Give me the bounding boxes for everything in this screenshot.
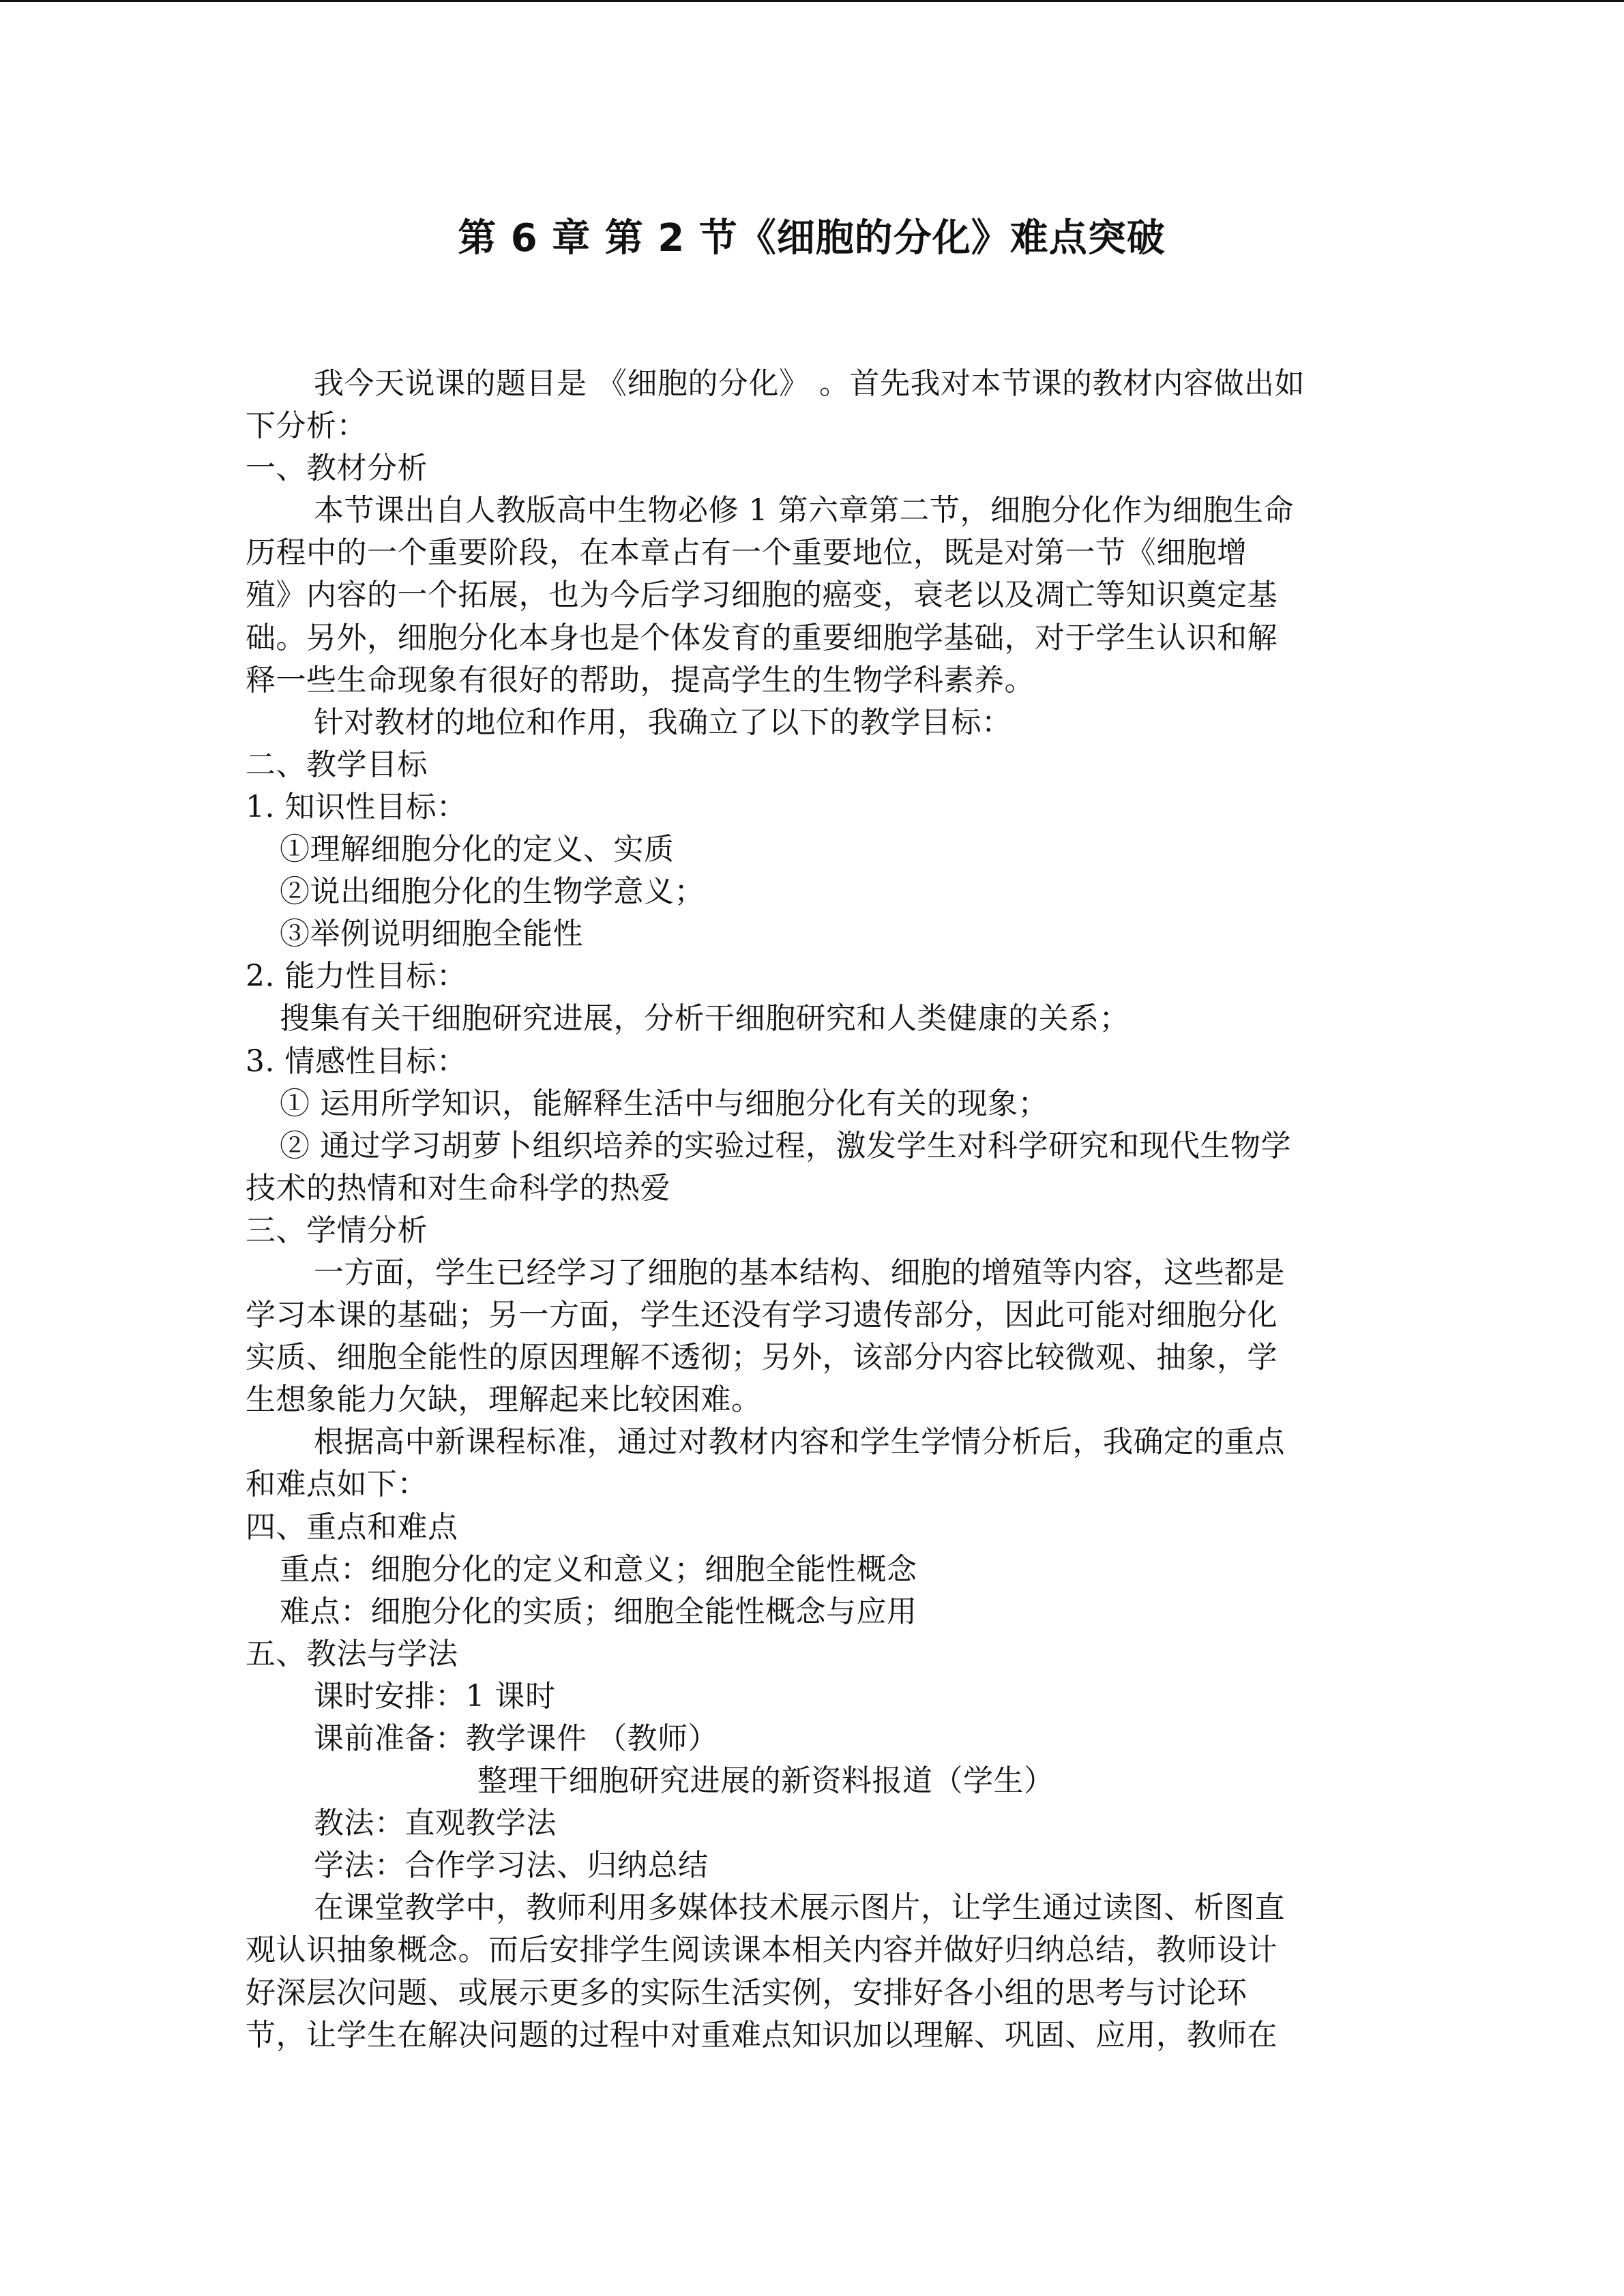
paragraph-line: 学习本课的基础；另一方面，学生还没有学习遗传部分，因此可能对细胞分化 xyxy=(246,1298,1278,1333)
paragraph-line: 础。另外，细胞分化本身也是个体发育的重要细胞学基础，对于学生认识和解 xyxy=(246,620,1278,655)
paragraph-line: 和难点如下： xyxy=(246,1467,428,1502)
document-page xyxy=(246,0,1378,2296)
list-item: ② 通过学习胡萝卜组织培养的实验过程，激发学生对科学研究和现代生物学 xyxy=(280,1128,1291,1163)
document-title: 第 6 章 第 2 节《细胞的分化》难点突破 xyxy=(458,216,1166,260)
paragraph-line: 节，让学生在解决问题的过程中对重难点知识加以理解、巩固、应用，教师在 xyxy=(246,2017,1278,2053)
list-item: 难点：细胞分化的实质；细胞全能性概念与应用 xyxy=(280,1594,917,1629)
section-heading: 三、学情分析 xyxy=(246,1212,428,1248)
list-item: 搜集有关干细胞研究进展，分析干细胞研究和人类健康的关系； xyxy=(280,1001,1130,1037)
subsection-heading: 2. 能力性目标： xyxy=(246,959,467,994)
section-heading: 五、教法与学法 xyxy=(246,1636,458,1671)
paragraph-line: 教法：直观教学法 xyxy=(314,1806,557,1841)
paragraph-line: 本节课出自人教版高中生物必修 1 第六章第二节，细胞分化作为细胞生命 xyxy=(314,493,1294,528)
section-heading: 四、重点和难点 xyxy=(246,1509,458,1545)
paragraph-line: 观认识抽象概念。而后安排学生阅读课本相关内容并做好归纳总结，教师设计 xyxy=(246,1933,1278,1968)
paragraph-line: 课时安排：1 课时 xyxy=(314,1678,556,1714)
subsection-heading: 3. 情感性目标： xyxy=(246,1043,467,1079)
paragraph-line: 我今天说课的题目是 《细胞的分化》 。首先我对本节课的教材内容做出如 xyxy=(314,366,1305,401)
paragraph-line: 技术的热情和对生命科学的热爱 xyxy=(246,1170,670,1206)
document-body xyxy=(246,363,1378,2057)
paragraph-line: 整理干细胞研究进展的新资料报道（学生） xyxy=(477,1763,1054,1799)
paragraph-line: 历程中的一个重要阶段，在本章占有一个重要地位，既是对第一节《细胞增 xyxy=(246,535,1247,571)
paragraph-line: 实质、细胞全能性的原因理解不透彻；另外，该部分内容比较微观、抽象，学 xyxy=(246,1340,1278,1375)
list-item: 重点：细胞分化的定义和意义；细胞全能性概念 xyxy=(280,1551,917,1587)
paragraph-line: 好深层次问题、或展示更多的实际生活实例，安排好各小组的思考与讨论环 xyxy=(246,1975,1247,2010)
paragraph-line: 释一些生命现象有很好的帮助，提高学生的生物学科素养。 xyxy=(246,662,1035,698)
paragraph-line: 课前准备：教学课件 （教师） xyxy=(314,1721,718,1756)
list-item: ③举例说明细胞全能性 xyxy=(280,916,583,952)
list-item: ①理解细胞分化的定义、实质 xyxy=(280,832,675,867)
subsection-heading: 1. 知识性目标： xyxy=(246,789,467,824)
list-item: ① 运用所学知识，能解释生活中与细胞分化有关的现象； xyxy=(280,1086,1048,1121)
paragraph-line: 学法：合作学习法、归纳总结 xyxy=(314,1848,709,1883)
paragraph-line: 根据高中新课程标准，通过对教材内容和学生学情分析后，我确定的重点 xyxy=(314,1425,1285,1460)
paragraph-line: 在课堂教学中，教师利用多媒体技术展示图片，让学生通过读图、析图直 xyxy=(314,1890,1285,1926)
paragraph-line: 针对教材的地位和作用，我确立了以下的教学目标： xyxy=(314,704,1012,740)
paragraph-line: 生想象能力欠缺，理解起来比较困难。 xyxy=(246,1382,762,1418)
paragraph-line: 一方面，学生已经学习了细胞的基本结构、细胞的增殖等内容，这些都是 xyxy=(314,1255,1285,1290)
paragraph-line: 殖》内容的一个拓展，也为今后学习细胞的癌变，衰老以及凋亡等知识奠定基 xyxy=(246,578,1278,613)
paragraph-line: 下分析： xyxy=(246,408,367,444)
list-item: ②说出细胞分化的生物学意义； xyxy=(280,874,705,910)
section-heading: 一、教材分析 xyxy=(246,451,428,486)
section-heading: 二、教学目标 xyxy=(246,747,428,782)
